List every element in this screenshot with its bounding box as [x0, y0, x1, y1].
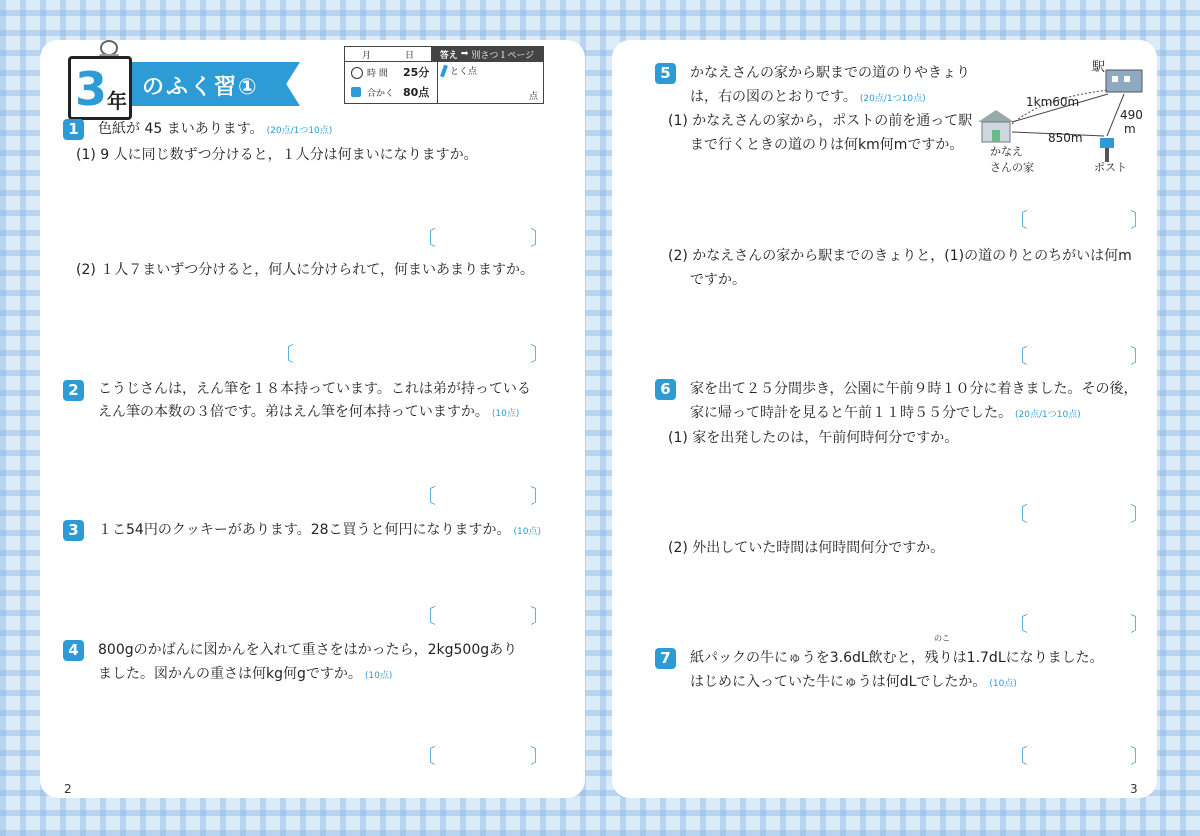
problem-number: 5 — [655, 63, 676, 84]
score-unit: 点 — [528, 92, 538, 102]
problem-number: 3 — [63, 520, 84, 541]
answer-bracket-close: 〕 — [1130, 502, 1150, 526]
problem-number: 7 — [655, 648, 676, 669]
house-icon — [978, 110, 1014, 142]
problem-text: はじめに入っていた牛にゅうは何dLでしたか。 (10点) — [690, 674, 1017, 690]
problem-text: 家に帰って時計を見ると午前１１時５５分でした。 (20点/1つ10点) — [690, 405, 1081, 421]
subproblem-text: (1) かなえさんの家から，ポストの前を通って駅 — [668, 113, 973, 129]
answer-bracket-close: 〕 — [530, 226, 550, 250]
right-page — [612, 40, 1157, 798]
answer-location: 別さつ１ページ — [471, 50, 535, 61]
answer-bracket-close: 〕 — [1130, 344, 1150, 368]
answer-bracket-open: 〔 — [1008, 612, 1028, 636]
answer-bracket-close: 〕 — [530, 604, 550, 628]
subproblem-text: まで行くときの道のりは何km何mですか。 — [690, 137, 964, 153]
distance-label: 1km60m — [1026, 95, 1080, 109]
answer-bracket-open: 〔 — [274, 342, 294, 366]
clock-icon — [351, 67, 363, 79]
problem-number: 4 — [63, 640, 84, 661]
info-box — [344, 46, 544, 104]
problem-text: は，右の図のとおりです。 (20点/1つ10点) — [690, 89, 926, 105]
problem-text: えん筆の本数の３倍です。弟はえん筆を何本持っていますか。 (10点) — [98, 404, 520, 420]
distance-label: 850m — [1048, 131, 1083, 145]
time-value: 25分 — [403, 66, 430, 79]
answer-bracket-close: 〕 — [530, 342, 550, 366]
pass-label: 合かく — [367, 89, 395, 99]
arrow-right-icon: ➡ — [460, 49, 469, 59]
points-label: (10点) — [364, 671, 393, 681]
subproblem-text: ですか。 — [690, 272, 746, 288]
pass-value: 80点 — [403, 86, 430, 99]
time-pass-box — [345, 61, 438, 104]
grade-badge — [68, 56, 132, 120]
problem-text: 800gのかばんに図かんを入れて重さをはかったら，2kg500gあり — [98, 642, 518, 658]
answer-bracket-close: 〕 — [1130, 208, 1150, 232]
distance-label: 490 — [1120, 108, 1143, 122]
answer-bracket-open: 〔 — [1008, 502, 1028, 526]
problem-text: 紙パックの牛にゅうを3.6dL飲むと，残りは1.7dLになりました。 — [690, 650, 1104, 666]
home-label: さんの家 — [990, 161, 1034, 174]
station-label: 駅 — [1092, 60, 1106, 75]
answer-bracket-close: 〕 — [1130, 612, 1150, 636]
mailbox-icon — [1100, 138, 1114, 162]
points-label: (10点) — [989, 679, 1017, 689]
problem-number: 1 — [63, 119, 84, 140]
answer-bracket-close: 〕 — [530, 484, 550, 508]
post-label: ポスト — [1094, 161, 1127, 174]
answer-bracket-open: 〔 — [416, 226, 436, 250]
grade-kanji: 年 — [107, 89, 127, 113]
distance-label: m — [1124, 122, 1136, 136]
subproblem-text: (2) 外出していた時間は何時間何分ですか。 — [668, 540, 945, 556]
problem-text: ました。図かんの重さは何kg何gですか。 (10点) — [98, 666, 393, 682]
points-label: (20点/1つ10点) — [266, 126, 333, 136]
points-label: (20点/1つ10点) — [859, 94, 926, 104]
answer-bracket-open: 〔 — [1008, 344, 1028, 368]
month-label: 月 — [361, 50, 371, 61]
pencil-icon — [440, 65, 448, 78]
left-page — [40, 40, 585, 798]
page-title: のふく習① — [142, 75, 259, 100]
answer-bracket-close: 〕 — [530, 744, 550, 768]
problem-text: かなえさんの家から駅までの道のりやきょり — [690, 65, 970, 81]
problem-number: 2 — [63, 380, 84, 401]
score-label: とく点 — [450, 67, 478, 77]
page-number: 2 — [64, 782, 72, 796]
subproblem-text: (2) かなえさんの家から駅までのきょりと，(1)の道のりとのちがいは何m — [668, 248, 1132, 264]
score-box — [438, 61, 544, 104]
time-label: 時 間 — [367, 69, 388, 79]
subproblem-text: (1) 9 人に同じ数ずつ分けると，１人分は何まいになりますか。 — [76, 147, 478, 163]
answer-label: 答え — [439, 50, 458, 61]
answer-bracket-open: 〔 — [416, 744, 436, 768]
page-number: 3 — [1130, 782, 1138, 796]
answer-reference — [431, 47, 543, 61]
station-icon — [1106, 70, 1142, 92]
answer-bracket-open: 〔 — [1008, 744, 1028, 768]
ruby-text: のこ — [934, 634, 950, 643]
grade-digit: 3 — [75, 62, 108, 116]
points-label: (10点) — [513, 527, 541, 537]
answer-bracket-open: 〔 — [416, 484, 436, 508]
problem-number: 6 — [655, 379, 676, 400]
points-label: (20点/1つ10点) — [1015, 410, 1081, 420]
subproblem-text: (1) 家を出発したのは，午前何時何分ですか。 — [668, 430, 959, 446]
subproblem-text: (2) １人７まいずつ分けると，何人に分けられて，何まいあまりますか。 — [76, 262, 534, 278]
points-label: (10点) — [491, 409, 520, 419]
answer-bracket-close: 〕 — [1130, 744, 1150, 768]
problem-text: こうじさんは，えん筆を１８本持っています。これは弟が持っている — [98, 381, 531, 397]
problem-text: １こ54円のクッキーがあります。28こ買うと何円になりますか。 (10点) — [98, 522, 541, 538]
answer-bracket-open: 〔 — [1008, 208, 1028, 232]
problem-text: 家を出て２５分間歩き，公園に午前９時１０分に着きました。その後， — [690, 381, 1138, 397]
answer-bracket-open: 〔 — [416, 604, 436, 628]
home-label: かなえ — [990, 145, 1023, 158]
day-label: 日 — [404, 50, 414, 61]
problem-text: 色紙が 45 まいあります。 (20点/1つ10点) — [98, 121, 333, 137]
thumbs-up-icon — [351, 87, 361, 97]
